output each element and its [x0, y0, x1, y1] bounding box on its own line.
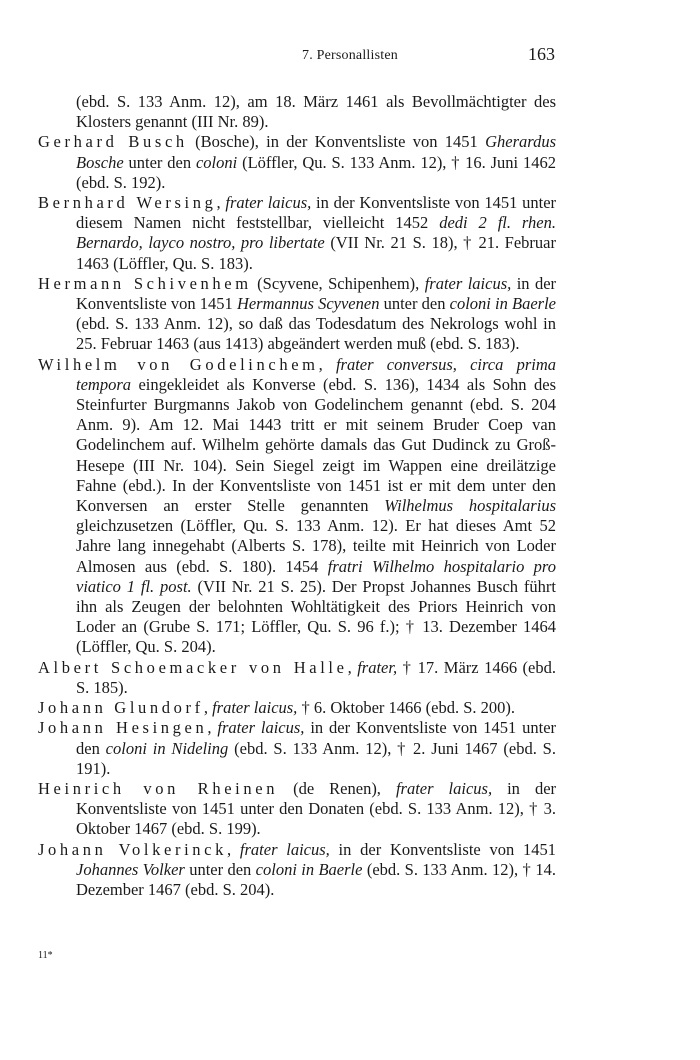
body-text [38, 92, 556, 900]
entry-text: , [227, 839, 240, 859]
entry-italic: coloni [195, 152, 238, 172]
entry-text: in der Konventsliste von 1451 unter den Donaten (ebd. S. 133 Anm. 12), † 3. Oktober 1467 (ebd. S. 199). [76, 778, 557, 839]
entry-italic: coloni in Baerle [449, 294, 556, 314]
entry-albert-schoemacker [38, 658, 556, 698]
entry-italic: frater, [357, 657, 398, 677]
entry-italic: frater laicus, [217, 718, 305, 738]
entry-name: Hermann Schivenhem [38, 273, 252, 293]
entry-text: gleichzusetzen (Löffler, Qu. S. 133 Anm. 12). Er hat dieses Amt 52 Jahre lang innegehabt (Alberts S. 178), teilte mit Heinrich von Loder Almosen aus (ebd. S. 180). 1454 [76, 516, 556, 576]
entry-text: (VII Nr. 21 S. 25). Der Propst Johannes Busch führt ihn als Zeugen der belohnten Wohltätigkeit des Priors Heinrich von Loder an (Grube S. 171; Löffler, Qu. S. 96 f.); † 13. Dezember 1464 (Löffler, Qu. S. 204). [76, 576, 556, 657]
entry-name: Heinrich von Rheinen [38, 778, 279, 798]
entry-text: in der Konventsliste von 1451 [76, 273, 557, 314]
entry-text: , [203, 698, 213, 718]
entry-continuation [38, 92, 556, 132]
entry-text: (VII Nr. 21 S. 18), † 21. Februar 1463 (Löffler, Qu. S. 183). [76, 233, 556, 273]
running-head [0, 44, 700, 68]
entry-italic: Hermannus Scyvenen [236, 294, 380, 314]
entry-name: Bernhard Wersing [38, 193, 217, 213]
running-title: 7. Personallisten [302, 48, 398, 63]
entry-johann-glundorf [38, 698, 556, 718]
entry-text: (ebd. S. 133 Anm. 12), so daß das Todesdatum des Nekrologs wohl in 25. Februar 1463 (aus 1413) abgeändert werden muß (ebd. S. 183). [76, 314, 556, 354]
entry-text: in der Konventsliste von 1451 unter den [76, 718, 557, 758]
entry-name: Wilhelm von Godelinchem [38, 354, 319, 374]
entry-text: , [318, 354, 336, 374]
entry-italic: frater conversus, circa prima tempora [76, 354, 557, 394]
entry-italic: Gherardus Bosche [76, 132, 556, 172]
entry-heinrich-von-rheinen [38, 779, 556, 840]
entry-text: unter den [379, 294, 450, 314]
entry-italic: frater laicus, [239, 839, 330, 859]
entry-text: (de Renen), [278, 778, 396, 798]
entry-italic: frater laicus, [395, 778, 493, 798]
entry-text: (Löffler, Qu. S. 133 Anm. 12), † 16. Juni 1462 (ebd. S. 192). [76, 152, 556, 192]
entry-italic: frater laicus, [225, 193, 312, 213]
page-number: 163 [528, 44, 555, 64]
entry-text: , [207, 718, 218, 738]
entry-text: (ebd. S. 133 Anm. 12), † 2. Juni 1467 (ebd. S. 191). [76, 738, 556, 778]
entry-italic: coloni in Nideling [105, 738, 229, 758]
entry-italic: Wilhelmus hospitalarius [384, 496, 556, 516]
entry-gerhard-busch [38, 132, 556, 193]
entry-hermann-schivenhem [38, 274, 556, 355]
sheet-signature: 11* [38, 950, 53, 961]
entry-bernhard-wersing [38, 193, 556, 274]
entry-italic: frater laicus, [212, 698, 298, 718]
entry-text: in der Konventsliste von 1451 unter diesem Namen nicht feststellbar, vielleicht 1452 [76, 193, 557, 233]
entry-name: Johann Hesingen [38, 718, 208, 738]
entry-text: (ebd. S. 133 Anm. 12), † 14. Dezember 1467 (ebd. S. 204). [76, 859, 556, 899]
entry-italic: dedi 2 fl. rhen. Bernardo, layco nostro, pro libertate [76, 213, 556, 253]
entry-name: Johann Glundorf [38, 698, 204, 718]
entry-text: † 6. Oktober 1466 (ebd. S. 200). [297, 698, 515, 718]
entry-text: (Bosche), in der Konventsliste von 1451 [187, 132, 486, 152]
entry-text: in der Konventsliste von 1451 [329, 839, 556, 859]
entry-name: Gerhard Busch [38, 132, 188, 152]
entry-italic: frater laicus, [424, 273, 512, 293]
entry-text: unter den [184, 859, 256, 879]
entry-text: † 17. März 1466 (ebd. S. 185). [76, 657, 556, 697]
entry-text: unter den [123, 152, 196, 172]
entry-italic: Johannes Volker [76, 859, 185, 879]
entry-text: , [347, 657, 358, 677]
entry-wilhelm-von-godelinchem [38, 355, 556, 658]
entry-johann-volkerinck [38, 840, 556, 901]
entry-text: eingekleidet als Konverse (ebd. S. 136), 1434 als Sohn des Steinfurter Burgmanns Jakob von Godelinchem genannt (ebd. S. 204 Anm. 9). Am 12. Mai 1443 tritt er mit seinem Bruder Coep van Godelinchem auf. Wilhelm gehörte damals das Gut Dudinck zu Groß-Hesepe (III Nr. 104). Sein Siegel zeigt im Wappen eine dreilätzige Fahne (ebd.). In der Konventsliste von 1451 ist er mit dem unter den Konversen an erster Stelle genannten [76, 374, 556, 516]
entry-text: (Scyvene, Schipenhem), [251, 273, 425, 293]
entry-text: (ebd. S. 133 Anm. 12), am 18. März 1461 als Bevollmächtigter des Klosters genannt (III Nr. 89). [76, 92, 556, 132]
entry-italic: fratri Wilhelmo hospitalario pro viatico 1 fl. post. [76, 556, 556, 596]
entry-name: Albert Schoemacker von Halle [38, 657, 348, 677]
entry-name: Johann Volkerinck [38, 839, 228, 859]
entry-italic: coloni in Baerle [255, 859, 363, 879]
entry-text: , [216, 193, 226, 213]
entry-johann-hesingen [38, 718, 556, 779]
